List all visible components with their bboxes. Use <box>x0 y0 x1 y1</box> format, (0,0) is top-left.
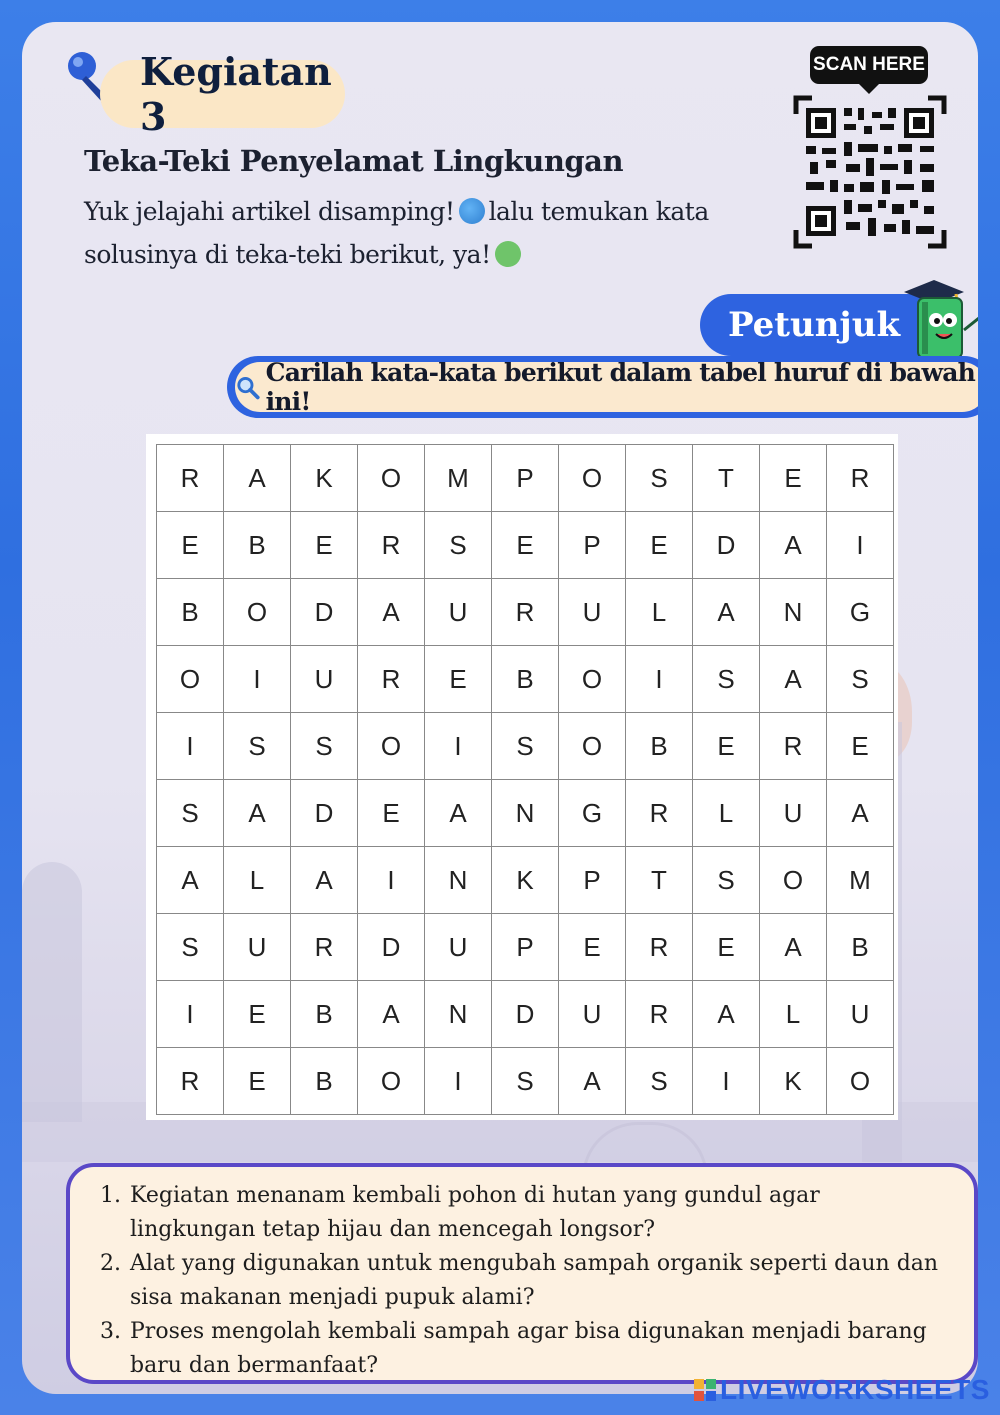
grid-cell[interactable]: T <box>626 847 693 914</box>
grid-cell[interactable]: S <box>693 847 760 914</box>
grid-cell[interactable]: P <box>559 847 626 914</box>
grid-cell[interactable]: U <box>425 579 492 646</box>
grid-cell[interactable]: R <box>291 914 358 981</box>
grid-cell[interactable]: T <box>693 445 760 512</box>
description-text-3: solusinya di teka-teki berikut, ya! <box>84 240 491 269</box>
grid-cell[interactable]: O <box>760 847 827 914</box>
grid-cell[interactable]: O <box>358 713 425 780</box>
grid-cell[interactable]: A <box>693 981 760 1048</box>
qr-code[interactable] <box>792 94 948 250</box>
grid-cell[interactable]: E <box>425 646 492 713</box>
grid-cell[interactable]: O <box>157 646 224 713</box>
grid-row <box>157 1048 894 1115</box>
grid-cell[interactable]: D <box>492 981 559 1048</box>
grid-cell[interactable]: R <box>157 445 224 512</box>
grid-cell[interactable]: E <box>693 914 760 981</box>
grid-cell[interactable]: B <box>626 713 693 780</box>
grid-cell[interactable]: E <box>827 713 894 780</box>
liveworksheets-icon <box>694 1379 716 1401</box>
grid-cell[interactable]: A <box>827 780 894 847</box>
grid-cell[interactable]: E <box>224 981 291 1048</box>
grid-cell[interactable]: S <box>492 713 559 780</box>
grid-cell[interactable]: S <box>492 1048 559 1115</box>
grid-cell[interactable]: E <box>760 445 827 512</box>
grid-cell[interactable]: D <box>693 512 760 579</box>
activity-title: Kegiatan 3 <box>100 60 345 128</box>
grid-cell[interactable]: R <box>492 579 559 646</box>
grid-cell[interactable]: S <box>626 1048 693 1115</box>
grid-cell[interactable]: I <box>827 512 894 579</box>
grid-cell[interactable]: A <box>559 1048 626 1115</box>
grid-cell[interactable]: A <box>760 512 827 579</box>
grid-cell[interactable]: A <box>224 445 291 512</box>
grid-cell[interactable]: U <box>559 579 626 646</box>
grid-cell[interactable]: A <box>425 780 492 847</box>
grid-cell[interactable]: U <box>291 646 358 713</box>
magnifier-icon <box>235 374 260 400</box>
grid-cell[interactable]: I <box>358 847 425 914</box>
grid-cell[interactable]: B <box>291 981 358 1048</box>
hint-label: Petunjuk <box>700 294 935 356</box>
grid-cell[interactable]: L <box>693 780 760 847</box>
grid-cell[interactable]: E <box>559 914 626 981</box>
grid-cell[interactable]: A <box>224 780 291 847</box>
grid-cell[interactable]: G <box>827 579 894 646</box>
clue-list <box>66 1163 978 1384</box>
grid-row <box>157 847 894 914</box>
grid-cell[interactable]: A <box>358 579 425 646</box>
grid-cell[interactable]: I <box>693 1048 760 1115</box>
grid-cell[interactable]: O <box>559 646 626 713</box>
grid-cell[interactable]: O <box>358 445 425 512</box>
grid-cell[interactable]: N <box>425 981 492 1048</box>
grid-cell[interactable]: E <box>693 713 760 780</box>
instruction-text: Carilah kata-kata berikut dalam tabel huruf di bawah ini! <box>265 358 976 416</box>
grid-cell[interactable]: R <box>157 1048 224 1115</box>
grid-cell[interactable]: A <box>760 646 827 713</box>
instruction-banner <box>227 356 978 418</box>
description-text-1: Yuk jelajahi artikel disamping! <box>84 197 455 226</box>
grid-row <box>157 579 894 646</box>
page-subtitle: Teka-Teki Penyelamat Lingkungan <box>84 144 624 178</box>
grid-cell[interactable]: S <box>291 713 358 780</box>
grid-cell[interactable]: S <box>157 780 224 847</box>
grid-cell[interactable]: A <box>760 914 827 981</box>
grid-cell[interactable]: B <box>157 579 224 646</box>
grid-cell[interactable]: R <box>760 713 827 780</box>
grid-cell[interactable]: U <box>760 780 827 847</box>
description-text-2: lalu temukan kata <box>488 197 709 226</box>
worksheet-page <box>22 22 978 1394</box>
letter-table <box>156 444 894 1115</box>
grid-cell[interactable]: D <box>291 579 358 646</box>
puzzle-icon <box>492 239 523 270</box>
brand-text: LIVEWORKSHEETS <box>720 1374 990 1405</box>
liveworksheets-logo[interactable] <box>694 1374 990 1406</box>
grid-row <box>157 914 894 981</box>
question-item: 3. Proses mengolah kembali sampah agar bisa digunakan menjadi barang baru dan bermanfaat? <box>128 1315 944 1383</box>
grid-cell[interactable]: L <box>760 981 827 1048</box>
grid-cell[interactable]: B <box>492 646 559 713</box>
grid-cell[interactable]: A <box>358 981 425 1048</box>
grid-cell[interactable]: M <box>827 847 894 914</box>
grid-cell[interactable]: O <box>358 1048 425 1115</box>
grid-cell[interactable]: A <box>157 847 224 914</box>
grid-cell[interactable]: E <box>157 512 224 579</box>
grid-cell[interactable]: E <box>626 512 693 579</box>
grid-cell[interactable]: A <box>291 847 358 914</box>
grid-cell[interactable]: S <box>157 914 224 981</box>
grid-cell[interactable]: U <box>425 914 492 981</box>
grid-cell[interactable]: I <box>224 646 291 713</box>
grid-cell[interactable]: O <box>827 1048 894 1115</box>
grid-cell[interactable]: S <box>626 445 693 512</box>
grid-cell[interactable]: D <box>291 780 358 847</box>
question-item: 2. Alat yang digunakan untuk mengubah sampah organik seperti daun dan sisa makanan menjadi pupuk alami? <box>128 1247 944 1315</box>
book-mascot-icon <box>894 274 978 364</box>
grid-row <box>157 981 894 1048</box>
grid-cell[interactable]: S <box>224 713 291 780</box>
grid-cell[interactable]: R <box>626 981 693 1048</box>
grid-cell[interactable]: S <box>693 646 760 713</box>
grid-cell[interactable]: B <box>291 1048 358 1115</box>
question-list <box>70 1167 974 1383</box>
globe-icon <box>459 198 485 224</box>
grid-row <box>157 646 894 713</box>
grid-cell[interactable]: I <box>425 1048 492 1115</box>
grid-cell[interactable]: P <box>492 914 559 981</box>
grid-cell[interactable]: R <box>358 512 425 579</box>
grid-cell[interactable]: O <box>224 579 291 646</box>
grid-row <box>157 713 894 780</box>
grid-cell[interactable]: K <box>760 1048 827 1115</box>
grid-cell[interactable]: S <box>425 512 492 579</box>
grid-cell[interactable]: N <box>425 847 492 914</box>
grid-cell[interactable]: N <box>760 579 827 646</box>
grid-row <box>157 512 894 579</box>
grid-cell[interactable]: E <box>224 1048 291 1115</box>
description <box>84 190 724 276</box>
grid-cell[interactable]: L <box>626 579 693 646</box>
grid-cell[interactable]: M <box>425 445 492 512</box>
grid-cell[interactable]: N <box>492 780 559 847</box>
grid-cell[interactable]: O <box>559 713 626 780</box>
grid-cell[interactable]: K <box>492 847 559 914</box>
grid-cell[interactable]: I <box>425 713 492 780</box>
question-item: 1. Kegiatan menanam kembali pohon di hutan yang gundul agar lingkungan tetap hijau dan mencegah longsor? <box>128 1179 944 1247</box>
scan-here-label: SCAN HERE <box>810 46 928 84</box>
grid-cell[interactable]: L <box>224 847 291 914</box>
grid-cell[interactable]: R <box>626 780 693 847</box>
grid-cell[interactable]: R <box>827 445 894 512</box>
grid-cell[interactable]: E <box>358 780 425 847</box>
grid-cell[interactable]: E <box>492 512 559 579</box>
grid-cell[interactable]: D <box>358 914 425 981</box>
word-search-grid <box>146 434 898 1120</box>
grid-cell[interactable]: S <box>827 646 894 713</box>
grid-cell[interactable]: B <box>224 512 291 579</box>
background-tank <box>22 862 82 1122</box>
grid-row <box>157 445 894 512</box>
grid-cell[interactable]: U <box>224 914 291 981</box>
grid-cell[interactable]: E <box>291 512 358 579</box>
grid-cell[interactable]: I <box>157 713 224 780</box>
grid-cell[interactable]: I <box>157 981 224 1048</box>
grid-cell[interactable]: A <box>693 579 760 646</box>
grid-cell[interactable]: R <box>626 914 693 981</box>
grid-cell[interactable]: P <box>559 512 626 579</box>
grid-cell[interactable]: O <box>559 445 626 512</box>
grid-cell[interactable]: U <box>827 981 894 1048</box>
grid-cell[interactable]: I <box>626 646 693 713</box>
grid-cell[interactable]: B <box>827 914 894 981</box>
grid-cell[interactable]: K <box>291 445 358 512</box>
grid-cell[interactable]: G <box>559 780 626 847</box>
grid-row <box>157 780 894 847</box>
grid-cell[interactable]: P <box>492 445 559 512</box>
grid-cell[interactable]: R <box>358 646 425 713</box>
grid-cell[interactable]: U <box>559 981 626 1048</box>
